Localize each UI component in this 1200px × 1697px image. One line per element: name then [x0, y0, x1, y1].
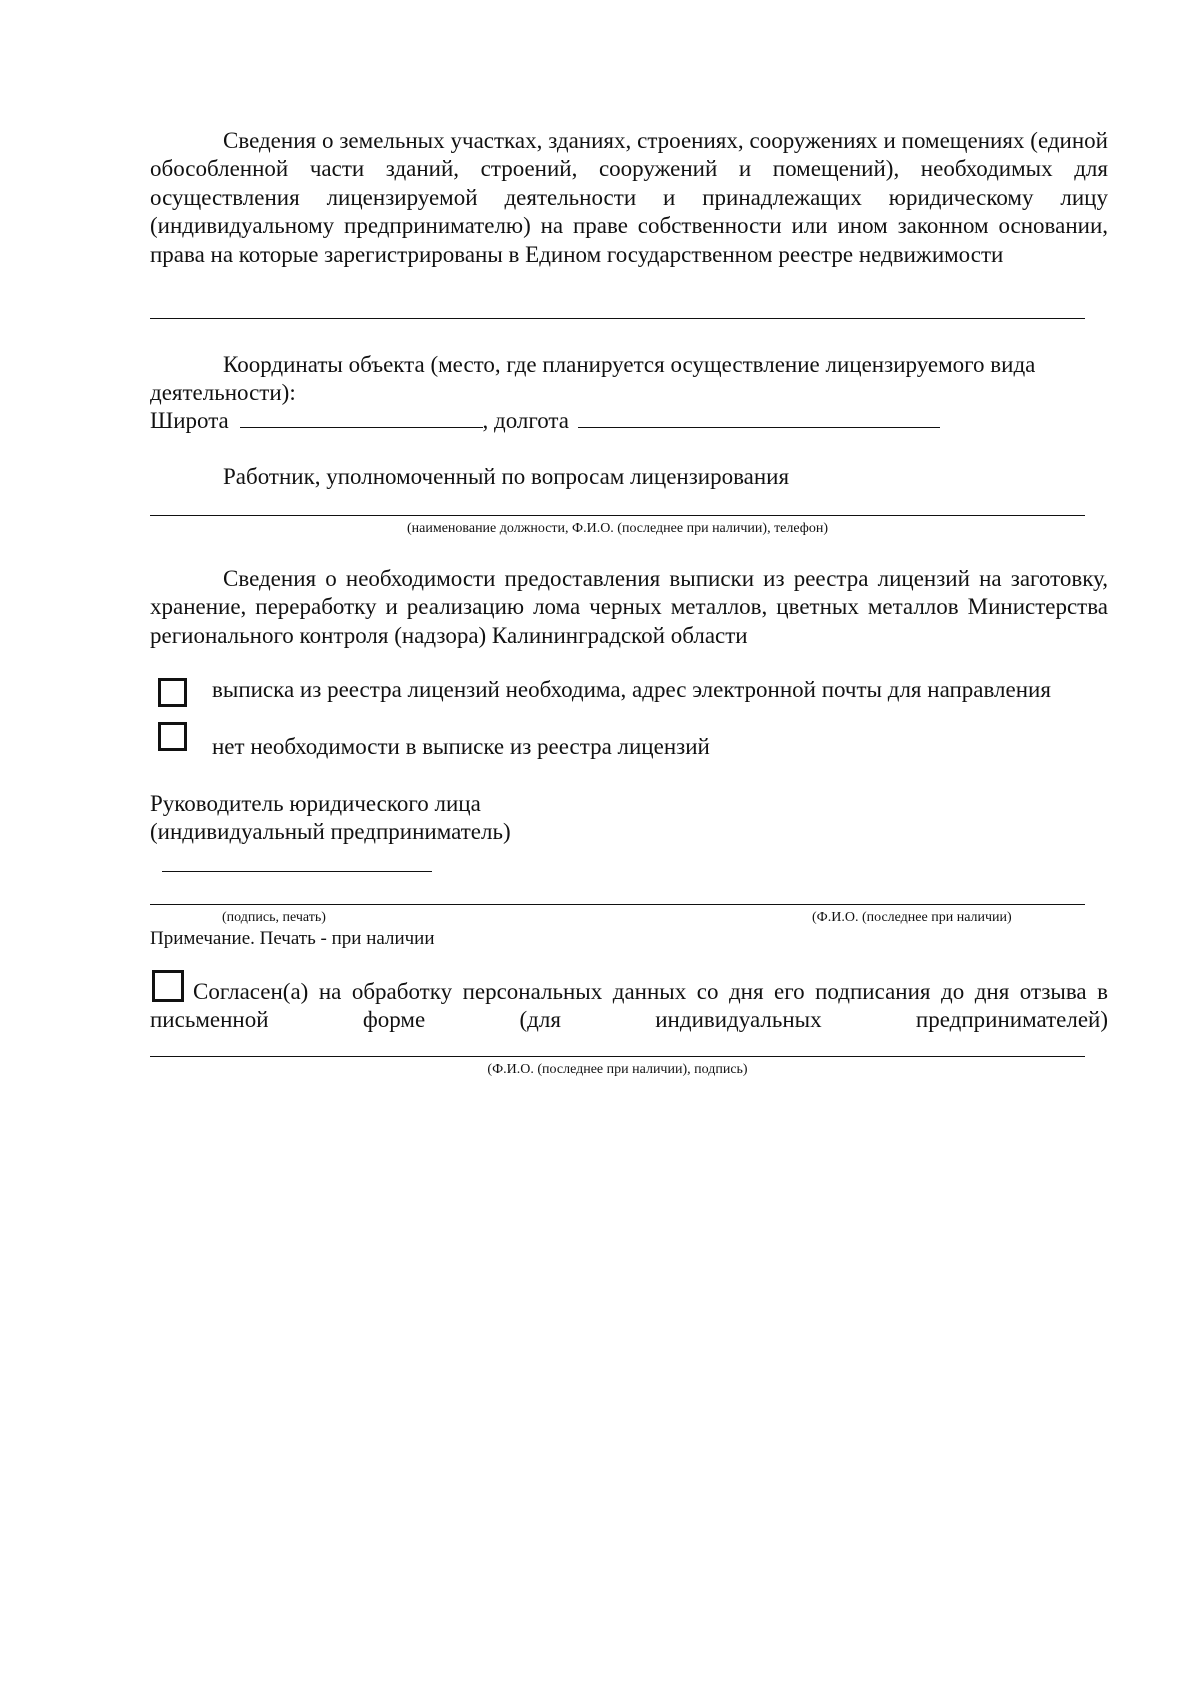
- latitude-label: Широта: [150, 408, 229, 433]
- extract-needed-label: выписка из реестра лицензий необходима, адрес электронной почты для направления: [212, 677, 1051, 702]
- coordinates-heading-continued: деятельности):: [150, 380, 296, 405]
- head-title-continued: (индивидуальный предприниматель): [150, 819, 511, 844]
- latitude-field[interactable]: [240, 408, 483, 428]
- signature-fill-line[interactable]: [150, 904, 1085, 905]
- head-title: Руководитель юридического лица: [150, 791, 481, 816]
- employee-caption: (наименование должности, Ф.И.О. (последнее при наличии), телефон): [407, 521, 828, 536]
- name-caption: (Ф.И.О. (последнее при наличии): [812, 910, 1012, 925]
- employee-label: Работник, уполномоченный по вопросам лицензирования: [223, 464, 790, 489]
- employee-fill-line[interactable]: [150, 515, 1085, 516]
- longitude-label: , долгота: [482, 408, 569, 433]
- land-info-paragraph: Сведения о земельных участках, зданиях, строениях, сооружениях и помещениях (единой обособленной части зданий, строений, сооружений и помещений), необходимых для осуществления лицензируемой деятельности и принадлежащих юридическому лицу (индивидуальному предпринимателю) на праве собственности или ином законном основании, права на которые зарегистрированы в Едином государственном реестре недвижимости: [150, 128, 1108, 267]
- extract-paragraph: Сведения о необходимости предоставления выписки из реестра лицензий на заготовку, хранение, переработку и реализацию лома черных металлов, цветных металлов Министерства регионального контроля (надзора) Калининградской области: [150, 566, 1108, 648]
- extract-needed-checkbox[interactable]: [158, 678, 187, 707]
- latitude-longitude-row: [150, 407, 940, 435]
- longitude-field[interactable]: [578, 408, 940, 428]
- extract-not-needed-checkbox[interactable]: [158, 722, 187, 751]
- consent-paragraph: Согласен(а) на обработку персональных данных со дня его подписания до дня отзыва в письменной форме (для индивидуальных предпринимателей): [150, 979, 1108, 1033]
- signature-short-line[interactable]: [162, 871, 432, 872]
- signature-caption: (подпись, печать): [222, 910, 326, 925]
- consent-caption: (Ф.И.О. (последнее при наличии), подпись): [487, 1062, 748, 1077]
- extract-not-needed-label: нет необходимости в выписке из реестра лицензий: [212, 734, 710, 759]
- land-info-fill-line[interactable]: [150, 318, 1085, 319]
- consent-fill-line[interactable]: [150, 1056, 1085, 1057]
- stamp-note: Примечание. Печать - при наличии: [150, 928, 435, 949]
- coordinates-heading: Координаты объекта (место, где планируется осуществление лицензируемого вида: [223, 352, 1036, 377]
